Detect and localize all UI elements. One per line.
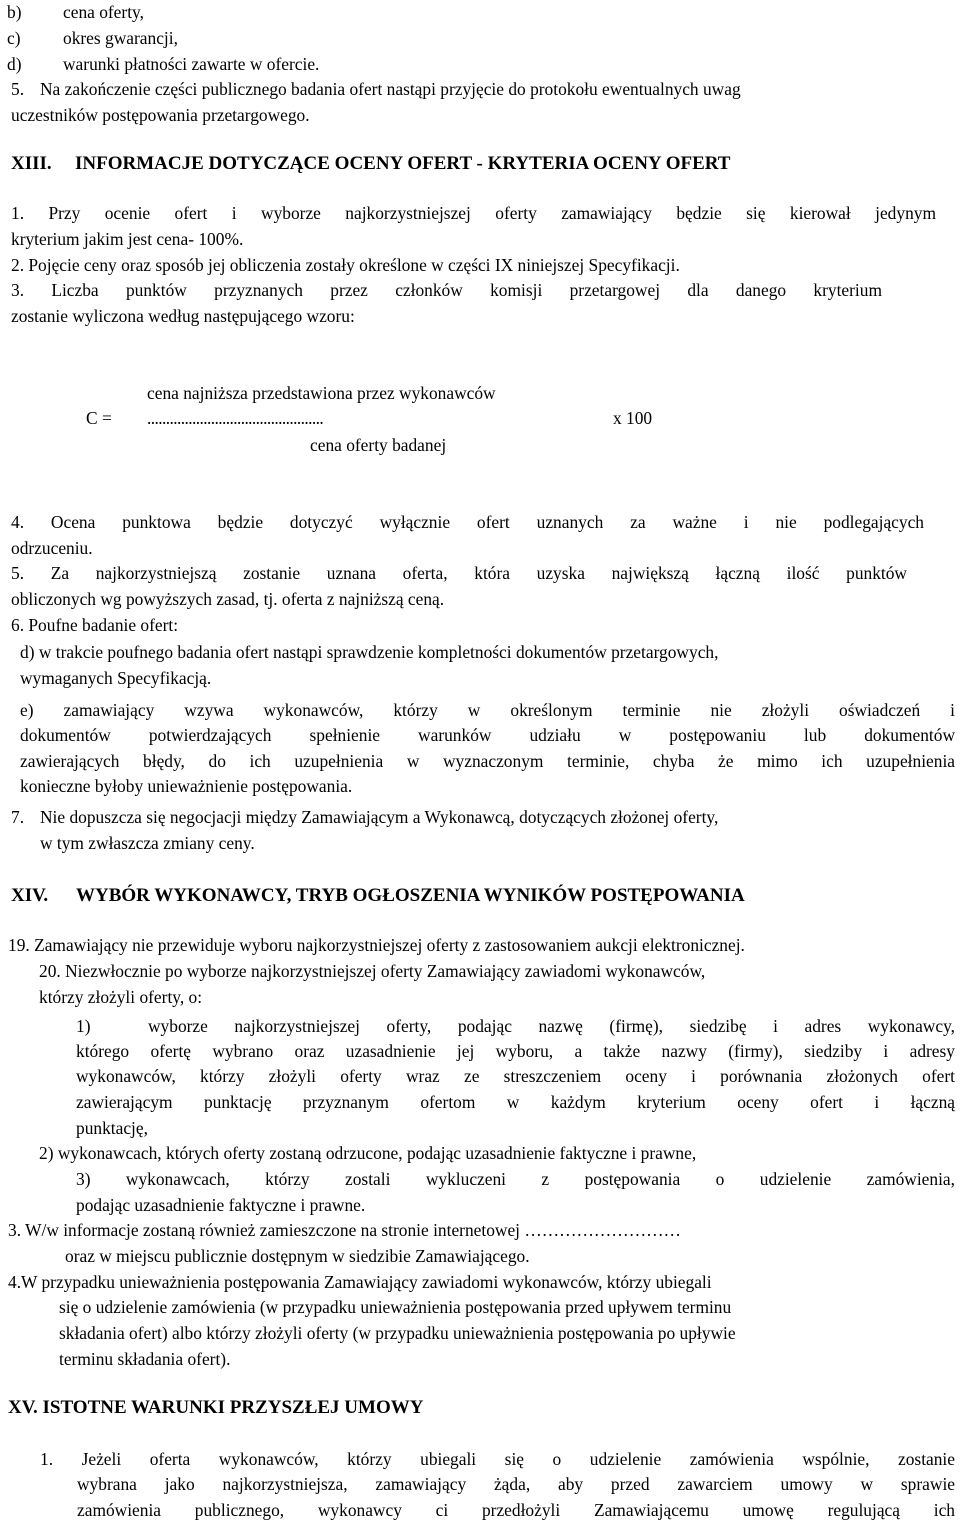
paragraph-line: wyborze najkorzystniejszej oferty, podając nazwę (firmę), siedzibę i adres wykonawcy, (148, 1016, 955, 1036)
list-marker: 1) (76, 1016, 91, 1036)
paragraph-line: dokumentów potwierdzających spełnienie warunków udziału w postępowaniu lub dokumentów (20, 725, 955, 745)
paragraph-line: 19. Zamawiający nie przewiduje wyboru najkorzystniejszej oferty z zastosowaniem aukcji elektronicznej. (8, 935, 745, 955)
paragraph-line: zostanie wyliczona według następującego wzoru: (11, 306, 355, 326)
paragraph-line: 3. W/w informacje zostaną również zamieszczone na stronie internetowej ……………………… (8, 1220, 681, 1240)
formula-lhs: C = (86, 408, 112, 428)
paragraph-line: którego ofertę wybrano oraz uzasadnienie jej wyboru, a także nazwy (firmy), siedziby i adresy (76, 1041, 955, 1061)
paragraph-line: 20. Niezwłocznie po wyborze najkorzystniejszej oferty Zamawiający zawiadomi wykonawców, (39, 961, 706, 981)
paragraph-line: wybrana jako najkorzystniejsza, zamawiający żąda, aby przed zawarciem umowy w sprawie (77, 1474, 955, 1494)
list-item-text: warunki płatności zawarte w ofercie. (63, 54, 320, 74)
section-heading: XV. ISTOTNE WARUNKI PRZYSZŁEJ UMOWY (8, 1397, 424, 1418)
paragraph-line: terminu składania ofert). (59, 1349, 231, 1369)
paragraph-line: e) zamawiający wzywa wykonawców, którzy w określonym terminie nie złożyli oświadczeń i (20, 700, 955, 720)
paragraph-line: 4. Ocena punktowa będzie dotyczyć wyłącznie ofert uznanych za ważne i nie podlegających (11, 512, 924, 532)
paragraph-line: konieczne byłoby unieważnienie postępowania. (20, 776, 353, 796)
paragraph-line: wykonawców, którzy złożyli oferty wraz ze streszczeniem oceny i porównania złożonych ofert (76, 1066, 955, 1086)
formula-numerator: cena najniższa przedstawiona przez wykonawców (147, 383, 496, 403)
list-marker: c) (7, 28, 21, 48)
paragraph-line: Na zakończenie części publicznego badania ofert nastąpi przyjęcie do protokołu ewentualnych uwag (40, 79, 741, 99)
paragraph-line: 5. Za najkorzystniejszą zostanie uznana oferta, która uzyska największą łączną ilość punktów (11, 563, 907, 583)
section-heading: WYBÓR WYKONAWCY, TRYB OGŁOSZENIA WYNIKÓW POSTĘPOWANIA (76, 885, 745, 906)
paragraph-line: oraz w miejscu publicznie dostępnym w siedzibie Zamawiającego. (65, 1246, 530, 1266)
section-number: XIV. (11, 885, 49, 906)
paragraph-line: obliczonych wg powyższych zasad, tj. oferta z najniższą ceną. (11, 589, 445, 609)
paragraph-line: zawierających błędy, do ich uzupełnienia w wyznaczonym terminie, chyba że mimo ich uzupełnienia (20, 751, 955, 771)
paragraph-line: 3. Liczba punktów przyznanych przez członków komisji przetargowej dla danego kryterium (11, 280, 882, 300)
paragraph-line: zamówienia publicznego, wykonawcy ci przedłożyli Zamawiającemu umowę regulującą ich (77, 1500, 955, 1520)
list-marker: b) (7, 2, 22, 22)
list-item-text: okres gwarancji, (63, 28, 178, 48)
paragraph-line: 3) wykonawcach, którzy zostali wykluczeni z postępowania o udzielenie zamówienia, (76, 1169, 955, 1189)
paragraph-line: Nie dopuszcza się negocjacji między Zamawiającym a Wykonawcą, dotyczących złożonej oferty, (40, 807, 719, 827)
list-marker: 5. (11, 79, 25, 99)
paragraph-line: którzy złożyli oferty, o: (39, 987, 203, 1007)
paragraph-line: zawierającym punktację przyznanym ofertom w każdym kryterium oceny ofert i łączną (76, 1092, 955, 1112)
paragraph-line: kryterium jakim jest cena- 100%. (11, 229, 244, 249)
paragraph-line: punktację, (76, 1118, 148, 1138)
paragraph-line: wymaganych Specyfikacją. (20, 668, 212, 688)
list-marker: 7. (11, 807, 25, 827)
paragraph-line: uczestników postępowania przetargowego. (11, 105, 310, 125)
paragraph-line: 6. Poufne badanie ofert: (11, 615, 179, 635)
paragraph-line: 2) wykonawcach, których oferty zostaną odrzucone, podając uzasadnienie faktyczne i prawne, (39, 1143, 697, 1163)
paragraph-line: d) w trakcie poufnego badania ofert nastąpi sprawdzenie kompletności dokumentów przetargowych, (20, 642, 719, 662)
paragraph-line: odrzuceniu. (11, 538, 93, 558)
formula-multiplier: x 100 (613, 408, 653, 428)
paragraph-line: 1. Jeżeli oferta wykonawców, którzy ubiegali się o udzielenie zamówienia wspólnie, zostanie (40, 1449, 955, 1469)
paragraph-line: 2. Pojęcie ceny oraz sposób jej obliczenia zostały określone w części IX niniejszej Specyfikacji. (11, 255, 680, 275)
paragraph-line: 1. Przy ocenie ofert i wyborze najkorzystniejszej oferty zamawiający będzie się kierował jedynym (11, 203, 936, 223)
paragraph-line: w tym zwłaszcza zmiany ceny. (40, 833, 255, 853)
paragraph-line: składania ofert) albo którzy złożyli oferty (w przypadku unieważnienia postępowania po upływie (59, 1323, 736, 1343)
formula-denominator: cena oferty badanej (310, 435, 447, 455)
paragraph-line: podając uzasadnienie faktyczne i prawne. (76, 1195, 366, 1215)
section-number: XIII. (11, 153, 52, 174)
list-marker: d) (7, 54, 22, 74)
paragraph-line: się o udzielenie zamówienia (w przypadku unieważnienia postępowania przed upływem terminu (59, 1297, 732, 1317)
formula-fraction-line: ............................................... (147, 408, 324, 428)
paragraph-line: 4.W przypadku unieważnienia postępowania Zamawiający zawiadomi wykonawców, którzy ubiegali (8, 1272, 712, 1292)
list-item-text: cena oferty, (63, 2, 144, 22)
section-heading: INFORMACJE DOTYCZĄCE OCENY OFERT - KRYTERIA OCENY OFERT (75, 153, 731, 174)
